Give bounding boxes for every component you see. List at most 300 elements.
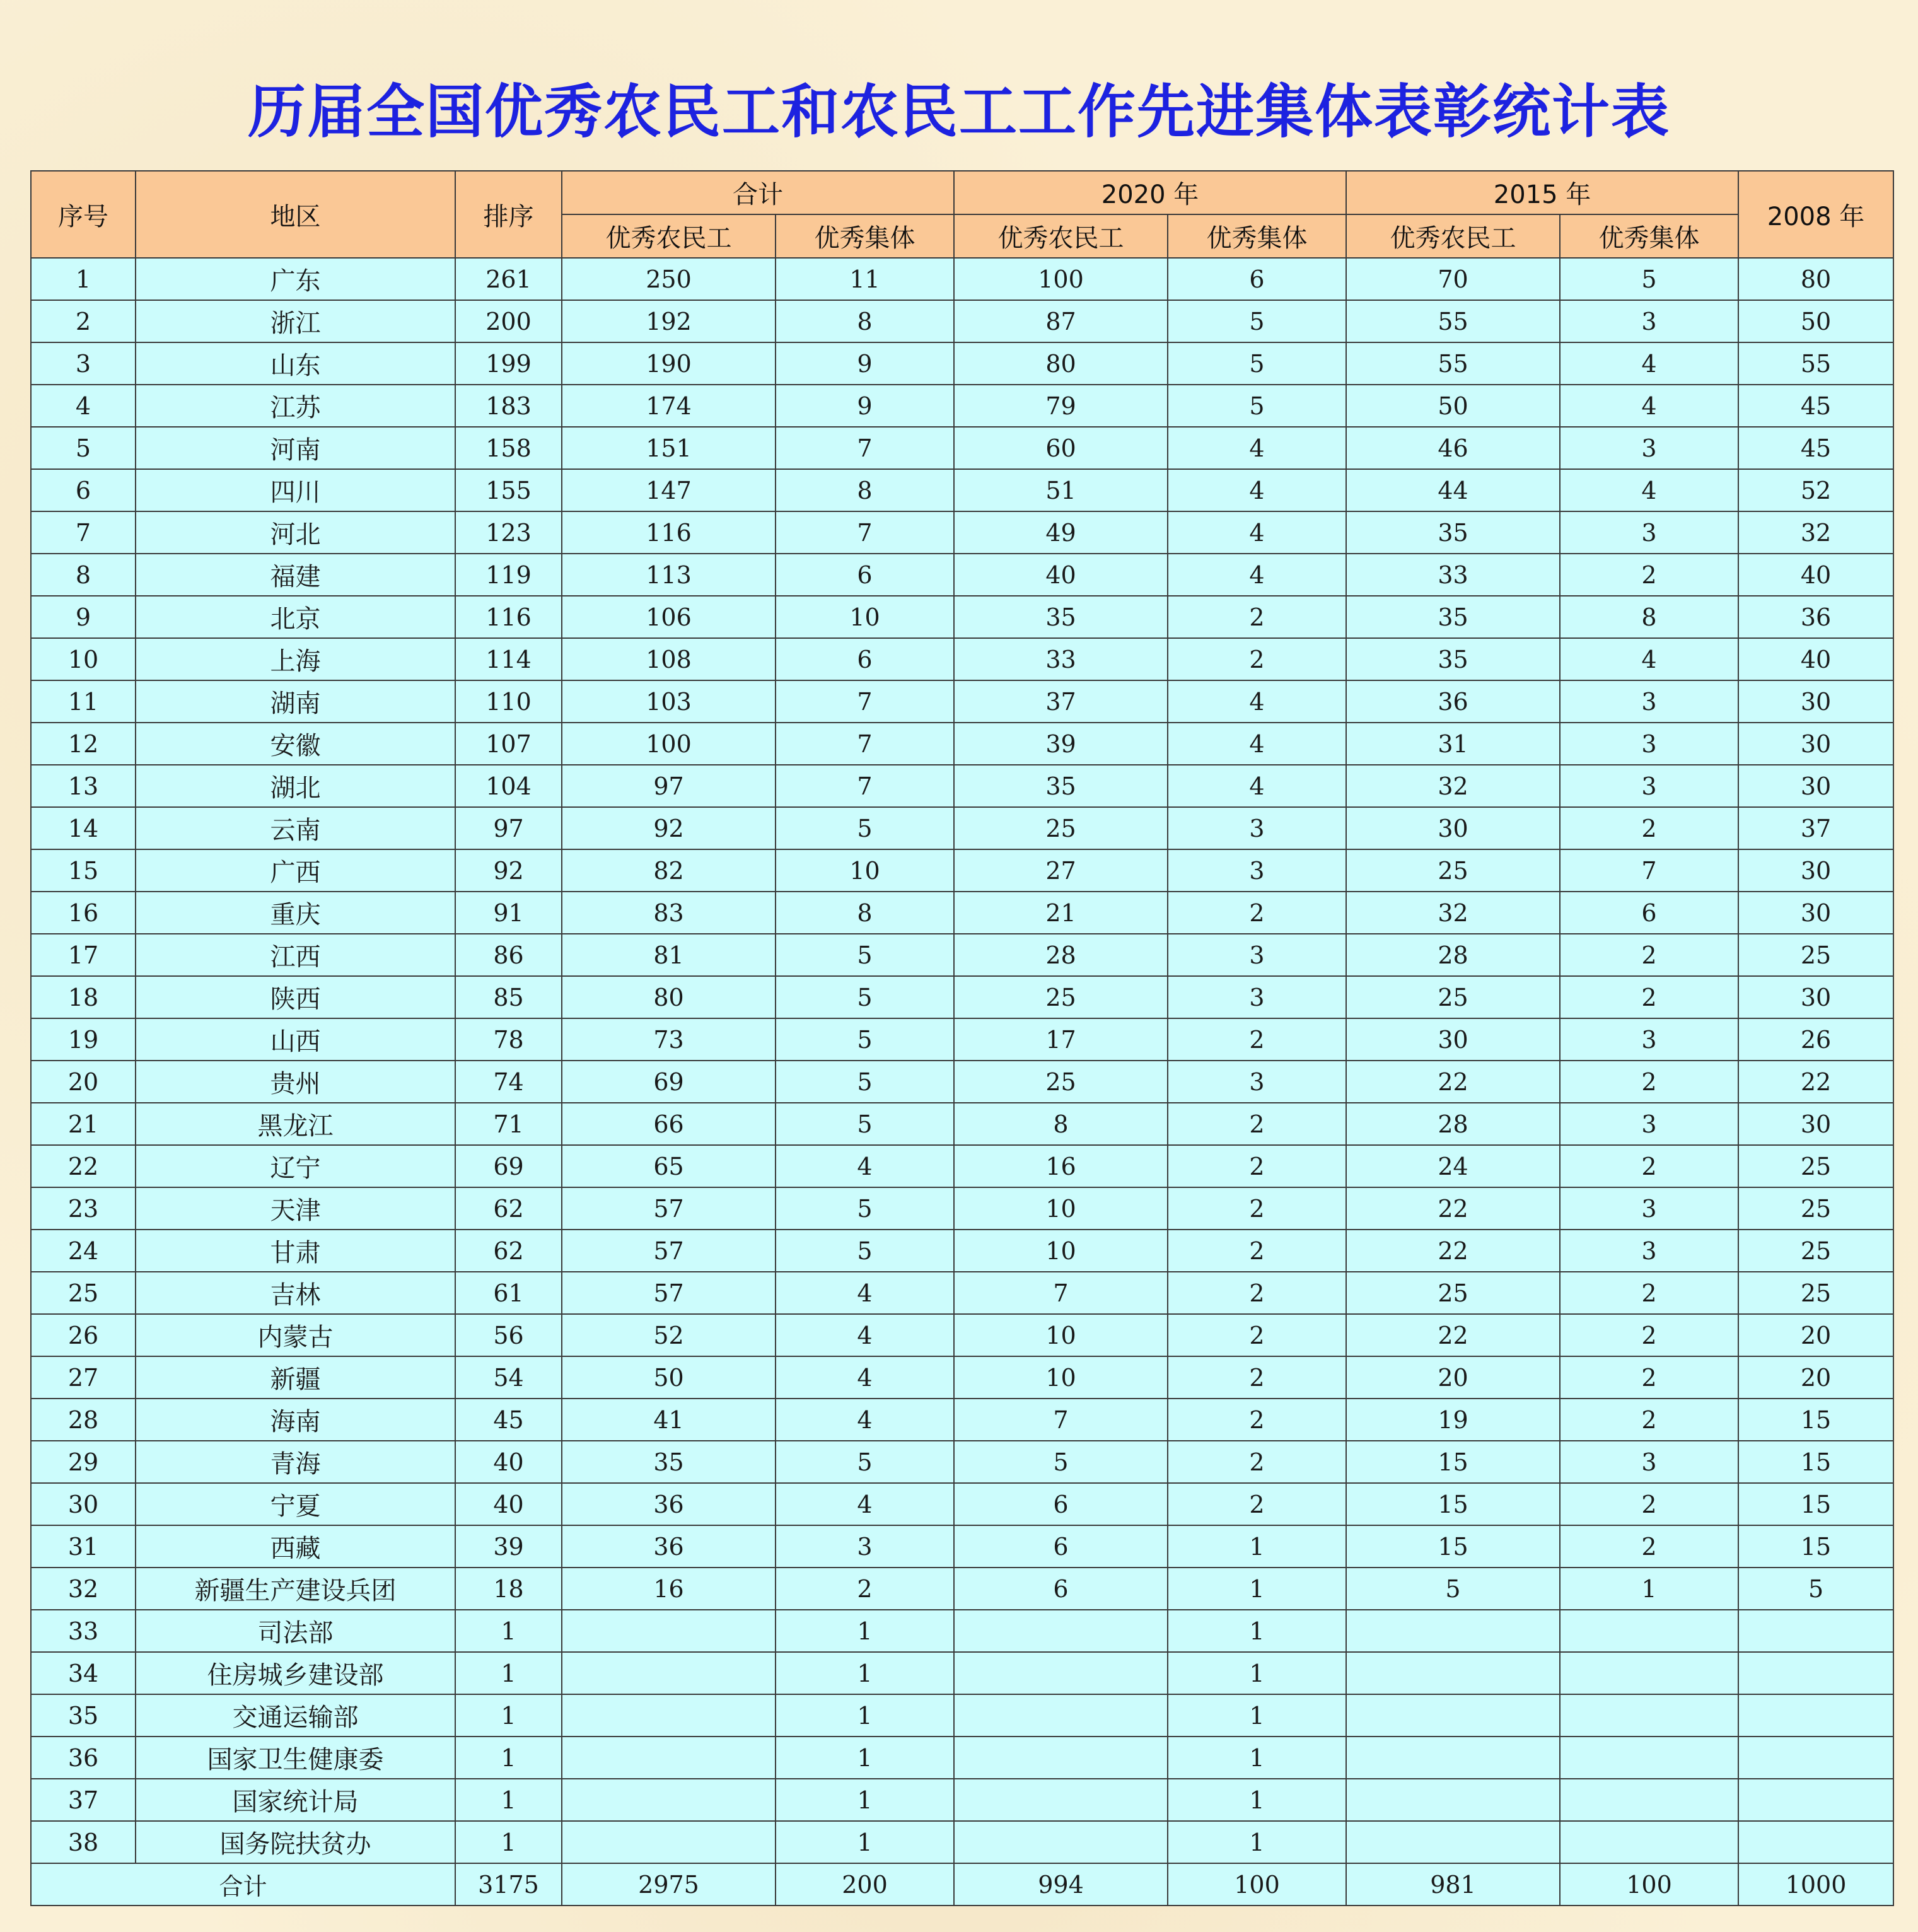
cell-2015-collectives: 3 [1560, 723, 1738, 765]
cell-2020-workers [954, 1694, 1168, 1737]
cell-total-collectives: 8 [776, 892, 954, 934]
cell-rank: 74 [455, 1061, 562, 1103]
table-row [31, 300, 1893, 342]
total-cell: 1000 [1738, 1863, 1893, 1906]
cell-2020-collectives: 3 [1168, 1061, 1346, 1103]
cell-total-workers: 16 [562, 1568, 776, 1610]
cell-2020-collectives: 5 [1168, 300, 1346, 342]
cell-2008: 30 [1738, 849, 1893, 892]
cell-rank: 62 [455, 1230, 562, 1272]
cell-2015-collectives: 2 [1560, 1145, 1738, 1187]
cell-rank: 1 [455, 1652, 562, 1694]
total-cell: 100 [1168, 1863, 1346, 1906]
header-row-top [31, 171, 1893, 214]
cell-2020-collectives: 4 [1168, 723, 1346, 765]
cell-2015-collectives: 6 [1560, 892, 1738, 934]
cell-2008: 26 [1738, 1018, 1893, 1061]
cell-region: 交通运输部 [136, 1694, 455, 1737]
table-row [31, 1272, 1893, 1314]
cell-2015-collectives: 4 [1560, 385, 1738, 427]
header-total-collectives: 优秀集体 [776, 214, 954, 258]
header-2015-collectives: 优秀集体 [1560, 214, 1738, 258]
cell-total-collectives: 11 [776, 258, 954, 300]
cell-2015-collectives [1560, 1652, 1738, 1694]
cell-2008: 30 [1738, 723, 1893, 765]
cell-index: 32 [31, 1568, 136, 1610]
cell-region: 新疆 [136, 1356, 455, 1399]
cell-total-collectives: 5 [776, 1187, 954, 1230]
cell-total-collectives: 7 [776, 765, 954, 807]
cell-region: 吉林 [136, 1272, 455, 1314]
cell-2015-collectives: 2 [1560, 1314, 1738, 1356]
cell-index: 18 [31, 976, 136, 1018]
table-row [31, 1145, 1893, 1187]
cell-rank: 110 [455, 680, 562, 723]
cell-total-collectives: 10 [776, 849, 954, 892]
cell-rank: 107 [455, 723, 562, 765]
cell-total-collectives: 4 [776, 1483, 954, 1525]
cell-2008: 25 [1738, 1145, 1893, 1187]
cell-2015-workers: 22 [1346, 1314, 1560, 1356]
cell-2015-collectives: 3 [1560, 1230, 1738, 1272]
cell-2015-workers [1346, 1652, 1560, 1694]
cell-total-workers: 50 [562, 1356, 776, 1399]
cell-2015-workers: 25 [1346, 849, 1560, 892]
cell-2008: 30 [1738, 680, 1893, 723]
cell-total-workers: 106 [562, 596, 776, 638]
cell-2015-workers: 32 [1346, 765, 1560, 807]
cell-rank: 61 [455, 1272, 562, 1314]
cell-2020-collectives: 4 [1168, 427, 1346, 469]
cell-2020-collectives: 2 [1168, 638, 1346, 680]
header-2020: 2020 年 [954, 171, 1346, 214]
cell-rank: 183 [455, 385, 562, 427]
cell-region: 国家卫生健康委 [136, 1737, 455, 1779]
table-row [31, 1103, 1893, 1145]
cell-2020-collectives: 5 [1168, 385, 1346, 427]
cell-2015-workers: 19 [1346, 1399, 1560, 1441]
cell-total-workers: 97 [562, 765, 776, 807]
table-row [31, 1610, 1893, 1652]
cell-index: 24 [31, 1230, 136, 1272]
cell-index: 10 [31, 638, 136, 680]
table-row [31, 385, 1893, 427]
header-total: 合计 [562, 171, 954, 214]
cell-total-collectives: 8 [776, 300, 954, 342]
cell-total-workers: 57 [562, 1272, 776, 1314]
cell-2020-collectives: 2 [1168, 1103, 1346, 1145]
cell-total-workers: 151 [562, 427, 776, 469]
cell-rank: 1 [455, 1610, 562, 1652]
cell-region: 青海 [136, 1441, 455, 1483]
cell-2008 [1738, 1737, 1893, 1779]
cell-2015-workers [1346, 1779, 1560, 1821]
cell-total-workers [562, 1652, 776, 1694]
cell-region: 陕西 [136, 976, 455, 1018]
table-row [31, 469, 1893, 511]
cell-total-workers [562, 1737, 776, 1779]
cell-total-workers: 35 [562, 1441, 776, 1483]
total-label: 合计 [31, 1863, 455, 1906]
cell-rank: 1 [455, 1779, 562, 1821]
table-row [31, 976, 1893, 1018]
cell-2020-collectives: 2 [1168, 1230, 1346, 1272]
cell-2020-collectives: 4 [1168, 554, 1346, 596]
cell-index: 36 [31, 1737, 136, 1779]
table-row [31, 680, 1893, 723]
cell-total-collectives: 1 [776, 1652, 954, 1694]
cell-total-workers: 190 [562, 342, 776, 385]
cell-index: 3 [31, 342, 136, 385]
header-rank: 排序 [455, 171, 562, 258]
cell-2020-collectives: 2 [1168, 1145, 1346, 1187]
table-row [31, 1483, 1893, 1525]
cell-2020-workers: 10 [954, 1230, 1168, 1272]
cell-total-collectives: 10 [776, 596, 954, 638]
cell-rank: 119 [455, 554, 562, 596]
cell-2008: 15 [1738, 1483, 1893, 1525]
cell-index: 14 [31, 807, 136, 849]
table-row [31, 258, 1893, 300]
cell-2020-collectives: 2 [1168, 1399, 1346, 1441]
cell-region: 上海 [136, 638, 455, 680]
cell-2008 [1738, 1652, 1893, 1694]
cell-region: 山西 [136, 1018, 455, 1061]
cell-index: 22 [31, 1145, 136, 1187]
cell-2015-collectives: 2 [1560, 1483, 1738, 1525]
cell-2020-workers: 7 [954, 1272, 1168, 1314]
header-2015: 2015 年 [1346, 171, 1738, 214]
cell-2020-workers: 35 [954, 765, 1168, 807]
cell-index: 11 [31, 680, 136, 723]
cell-region: 国务院扶贫办 [136, 1821, 455, 1863]
cell-region: 司法部 [136, 1610, 455, 1652]
table-row [31, 1230, 1893, 1272]
cell-2015-collectives: 3 [1560, 680, 1738, 723]
cell-2008: 45 [1738, 385, 1893, 427]
cell-2020-workers: 16 [954, 1145, 1168, 1187]
table-row [31, 427, 1893, 469]
cell-index: 12 [31, 723, 136, 765]
cell-rank: 54 [455, 1356, 562, 1399]
cell-2015-workers [1346, 1737, 1560, 1779]
table-row [31, 1779, 1893, 1821]
cell-2015-collectives: 2 [1560, 807, 1738, 849]
cell-2020-workers: 27 [954, 849, 1168, 892]
cell-2020-workers: 6 [954, 1525, 1168, 1568]
cell-2015-workers: 35 [1346, 638, 1560, 680]
cell-2015-collectives: 3 [1560, 765, 1738, 807]
cell-2008 [1738, 1779, 1893, 1821]
cell-total-collectives: 5 [776, 1103, 954, 1145]
cell-total-workers: 113 [562, 554, 776, 596]
cell-index: 31 [31, 1525, 136, 1568]
cell-total-workers [562, 1779, 776, 1821]
cell-2015-collectives: 3 [1560, 511, 1738, 554]
cell-2020-collectives: 6 [1168, 258, 1346, 300]
cell-2020-collectives: 2 [1168, 1018, 1346, 1061]
cell-2008: 45 [1738, 427, 1893, 469]
table-row [31, 1187, 1893, 1230]
cell-2008: 40 [1738, 638, 1893, 680]
table-row [31, 723, 1893, 765]
cell-rank: 40 [455, 1483, 562, 1525]
cell-total-collectives: 9 [776, 342, 954, 385]
cell-rank: 45 [455, 1399, 562, 1441]
cell-2020-collectives: 1 [1168, 1610, 1346, 1652]
cell-rank: 104 [455, 765, 562, 807]
cell-2015-workers: 32 [1346, 892, 1560, 934]
cell-2008: 20 [1738, 1356, 1893, 1399]
cell-2008: 37 [1738, 807, 1893, 849]
cell-total-workers: 57 [562, 1187, 776, 1230]
cell-2008: 25 [1738, 1230, 1893, 1272]
cell-rank: 69 [455, 1145, 562, 1187]
cell-2020-collectives: 5 [1168, 342, 1346, 385]
cell-2008: 15 [1738, 1525, 1893, 1568]
cell-2020-workers: 10 [954, 1356, 1168, 1399]
cell-2020-collectives: 2 [1168, 1441, 1346, 1483]
cell-index: 33 [31, 1610, 136, 1652]
cell-2020-workers: 25 [954, 807, 1168, 849]
cell-2020-workers: 80 [954, 342, 1168, 385]
cell-total-workers: 192 [562, 300, 776, 342]
cell-region: 河南 [136, 427, 455, 469]
cell-2020-workers: 60 [954, 427, 1168, 469]
cell-2020-collectives: 1 [1168, 1568, 1346, 1610]
cell-2020-workers [954, 1610, 1168, 1652]
cell-2020-workers [954, 1821, 1168, 1863]
cell-2015-collectives: 2 [1560, 976, 1738, 1018]
cell-2020-workers: 10 [954, 1187, 1168, 1230]
cell-2015-collectives [1560, 1694, 1738, 1737]
cell-index: 19 [31, 1018, 136, 1061]
cell-total-workers: 52 [562, 1314, 776, 1356]
cell-2020-workers: 10 [954, 1314, 1168, 1356]
cell-total-workers: 41 [562, 1399, 776, 1441]
cell-2020-collectives: 2 [1168, 1483, 1346, 1525]
cell-index: 27 [31, 1356, 136, 1399]
header-2015-workers: 优秀农民工 [1346, 214, 1560, 258]
cell-2015-collectives: 3 [1560, 300, 1738, 342]
cell-2020-collectives: 3 [1168, 976, 1346, 1018]
total-cell: 200 [776, 1863, 954, 1906]
cell-2008: 32 [1738, 511, 1893, 554]
cell-region: 住房城乡建设部 [136, 1652, 455, 1694]
cell-total-collectives: 1 [776, 1779, 954, 1821]
cell-2020-collectives: 1 [1168, 1779, 1346, 1821]
cell-2015-workers [1346, 1821, 1560, 1863]
table-row [31, 511, 1893, 554]
cell-index: 6 [31, 469, 136, 511]
cell-index: 28 [31, 1399, 136, 1441]
cell-total-workers: 82 [562, 849, 776, 892]
table-row [31, 1694, 1893, 1737]
cell-index: 30 [31, 1483, 136, 1525]
table-row [31, 807, 1893, 849]
cell-total-workers: 100 [562, 723, 776, 765]
cell-2015-workers: 30 [1346, 807, 1560, 849]
header-index: 序号 [31, 171, 136, 258]
cell-index: 4 [31, 385, 136, 427]
cell-2015-workers: 70 [1346, 258, 1560, 300]
cell-2015-collectives: 2 [1560, 934, 1738, 976]
cell-region: 贵州 [136, 1061, 455, 1103]
cell-total-collectives: 6 [776, 638, 954, 680]
cell-region: 湖南 [136, 680, 455, 723]
cell-2020-collectives: 2 [1168, 1314, 1346, 1356]
cell-region: 重庆 [136, 892, 455, 934]
cell-2008: 30 [1738, 892, 1893, 934]
cell-region: 西藏 [136, 1525, 455, 1568]
cell-2008: 55 [1738, 342, 1893, 385]
cell-2015-collectives: 1 [1560, 1568, 1738, 1610]
cell-total-collectives: 1 [776, 1821, 954, 1863]
table-row [31, 1356, 1893, 1399]
table-row [31, 934, 1893, 976]
cell-rank: 92 [455, 849, 562, 892]
cell-region: 黑龙江 [136, 1103, 455, 1145]
cell-rank: 261 [455, 258, 562, 300]
cell-index: 21 [31, 1103, 136, 1145]
cell-total-collectives: 5 [776, 1061, 954, 1103]
total-cell: 100 [1560, 1863, 1738, 1906]
cell-region: 新疆生产建设兵团 [136, 1568, 455, 1610]
cell-2015-collectives: 5 [1560, 258, 1738, 300]
cell-region: 广东 [136, 258, 455, 300]
cell-index: 23 [31, 1187, 136, 1230]
cell-2020-workers: 87 [954, 300, 1168, 342]
cell-2008 [1738, 1694, 1893, 1737]
cell-total-collectives: 5 [776, 1441, 954, 1483]
cell-rank: 1 [455, 1694, 562, 1737]
cell-2020-collectives: 3 [1168, 849, 1346, 892]
cell-total-collectives: 5 [776, 934, 954, 976]
cell-total-collectives: 6 [776, 554, 954, 596]
cell-region: 云南 [136, 807, 455, 849]
cell-2020-workers: 100 [954, 258, 1168, 300]
cell-2020-workers: 33 [954, 638, 1168, 680]
cell-region: 海南 [136, 1399, 455, 1441]
cell-2020-workers: 6 [954, 1483, 1168, 1525]
cell-index: 15 [31, 849, 136, 892]
cell-total-collectives: 4 [776, 1314, 954, 1356]
cell-total-collectives: 4 [776, 1145, 954, 1187]
cell-2015-workers: 25 [1346, 976, 1560, 1018]
cell-total-collectives: 8 [776, 469, 954, 511]
cell-index: 8 [31, 554, 136, 596]
table-row [31, 1737, 1893, 1779]
cell-region: 国家统计局 [136, 1779, 455, 1821]
cell-total-collectives: 7 [776, 427, 954, 469]
cell-total-collectives: 9 [776, 385, 954, 427]
cell-2015-collectives [1560, 1610, 1738, 1652]
cell-region: 宁夏 [136, 1483, 455, 1525]
cell-total-workers: 36 [562, 1483, 776, 1525]
cell-total-collectives: 7 [776, 723, 954, 765]
cell-region: 福建 [136, 554, 455, 596]
cell-region: 湖北 [136, 765, 455, 807]
cell-total-workers: 174 [562, 385, 776, 427]
cell-total-collectives: 5 [776, 1230, 954, 1272]
cell-2015-workers: 33 [1346, 554, 1560, 596]
cell-2015-collectives: 3 [1560, 1441, 1738, 1483]
page-title: 历届全国优秀农民工和农民工工作先进集体表彰统计表 [247, 78, 1670, 146]
cell-2008: 5 [1738, 1568, 1893, 1610]
cell-index: 9 [31, 596, 136, 638]
cell-rank: 199 [455, 342, 562, 385]
cell-region: 山东 [136, 342, 455, 385]
cell-total-collectives: 1 [776, 1694, 954, 1737]
cell-2015-workers: 5 [1346, 1568, 1560, 1610]
cell-index: 26 [31, 1314, 136, 1356]
cell-rank: 78 [455, 1018, 562, 1061]
cell-total-workers: 116 [562, 511, 776, 554]
cell-index: 5 [31, 427, 136, 469]
cell-2015-workers: 28 [1346, 1103, 1560, 1145]
cell-2015-collectives: 2 [1560, 1399, 1738, 1441]
cell-total-workers: 250 [562, 258, 776, 300]
cell-2015-collectives: 3 [1560, 1187, 1738, 1230]
cell-region: 安徽 [136, 723, 455, 765]
cell-2015-workers: 55 [1346, 300, 1560, 342]
cell-total-workers: 81 [562, 934, 776, 976]
cell-index: 37 [31, 1779, 136, 1821]
cell-2020-collectives: 4 [1168, 469, 1346, 511]
table-row [31, 1399, 1893, 1441]
cell-total-workers: 83 [562, 892, 776, 934]
cell-2015-collectives: 2 [1560, 1061, 1738, 1103]
cell-2015-workers: 22 [1346, 1230, 1560, 1272]
cell-2008: 40 [1738, 554, 1893, 596]
cell-2020-collectives: 3 [1168, 934, 1346, 976]
total-cell: 994 [954, 1863, 1168, 1906]
cell-rank: 56 [455, 1314, 562, 1356]
cell-total-collectives: 2 [776, 1568, 954, 1610]
cell-index: 34 [31, 1652, 136, 1694]
table-row [31, 554, 1893, 596]
cell-2015-workers: 35 [1346, 596, 1560, 638]
cell-2008: 20 [1738, 1314, 1893, 1356]
cell-2015-collectives: 3 [1560, 1103, 1738, 1145]
cell-2015-workers [1346, 1610, 1560, 1652]
cell-2008: 30 [1738, 765, 1893, 807]
cell-region: 江西 [136, 934, 455, 976]
cell-2020-collectives: 2 [1168, 1356, 1346, 1399]
cell-index: 38 [31, 1821, 136, 1863]
cell-2020-workers: 39 [954, 723, 1168, 765]
total-cell: 3175 [455, 1863, 562, 1906]
cell-2015-workers: 36 [1346, 680, 1560, 723]
cell-2020-collectives: 2 [1168, 1187, 1346, 1230]
cell-total-workers: 103 [562, 680, 776, 723]
cell-rank: 123 [455, 511, 562, 554]
cell-total-workers: 80 [562, 976, 776, 1018]
total-row [31, 1863, 1893, 1906]
cell-2020-workers: 40 [954, 554, 1168, 596]
cell-total-workers [562, 1694, 776, 1737]
cell-region: 江苏 [136, 385, 455, 427]
cell-2020-collectives: 4 [1168, 680, 1346, 723]
cell-total-workers: 66 [562, 1103, 776, 1145]
cell-2020-workers [954, 1652, 1168, 1694]
header-2020-workers: 优秀农民工 [954, 214, 1168, 258]
cell-2020-workers: 17 [954, 1018, 1168, 1061]
table-row [31, 1525, 1893, 1568]
cell-2015-workers: 25 [1346, 1272, 1560, 1314]
cell-rank: 1 [455, 1737, 562, 1779]
statistics-table [30, 170, 1894, 1906]
